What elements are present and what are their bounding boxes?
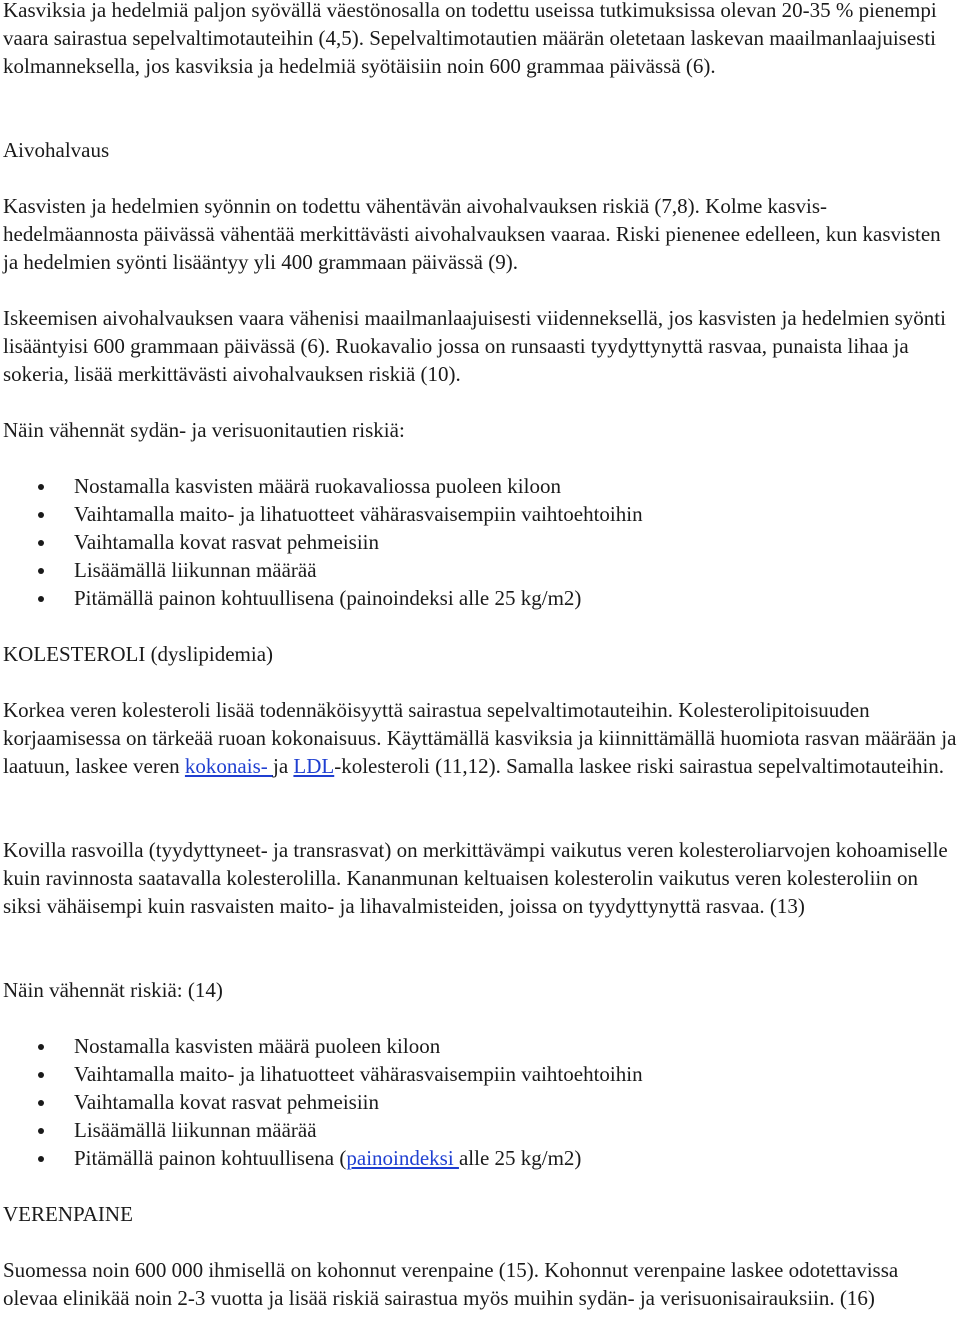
- list-intro-2: Näin vähennät riskiä: (14): [3, 978, 223, 1002]
- link-kokonais[interactable]: kokonais-: [184, 754, 273, 778]
- list-item: Lisäämällä liikunnan määrää: [0, 556, 960, 584]
- list-item: Lisäämällä liikunnan määrää: [0, 1116, 960, 1144]
- list-intro-1: Näin vähennät sydän- ja verisuonitautien riskiä:: [3, 418, 405, 442]
- bullet-icon: [38, 540, 44, 546]
- bullet-icon: [38, 568, 44, 574]
- paragraph-verenpaine: Suomessa noin 600 000 ihmisellä on kohonnut verenpaine (15). Kohonnut verenpaine laskee odotettavissa olevaa elinikää noin 2-3 vuotta ja lisää riskiä sairastua myös muihin sydän- ja verisuonisairauksiin. (16): [3, 1258, 899, 1310]
- risk-list-1: [0, 472, 960, 612]
- bullet-icon: [38, 484, 44, 490]
- list-item: Vaihtamalla kovat rasvat pehmeisiin: [0, 528, 960, 556]
- bullet-icon: [38, 512, 44, 518]
- paragraph-kolesteroli-1: Korkea veren kolesteroli lisää todennäköisyyttä sairastua sepelvaltimotauteihin. Kolesterolipitoisuuden korjaamisessa on tärkeää ruoan kokonaisuus. Käyttämällä kasviksia ja kiinnittämällä huomiota rasvan määrään ja laatuun, laskee veren kokonais- ja LDL-kolesteroli (11,12). Samalla laskee riski sairastua sepelvaltimotauteihin.: [3, 698, 957, 778]
- list-item: Nostamalla kasvisten määrä puoleen kiloon: [0, 1032, 960, 1060]
- paragraph-aivohalvaus-2: Iskeemisen aivohalvauksen vaara vähenisi maailmanlaajuisesti viidenneksellä, jos kasvisten ja hedelmien syönti lisääntyisi 600 grammaan päivässä (6). Ruokavalio jossa on runsaasti tyydyttynyttä rasvaa, punaista lihaa ja sokeria, lisää merkittävästi aivohalvauksen riskiä (10).: [3, 306, 946, 386]
- heading-verenpaine: VERENPAINE: [3, 1202, 133, 1226]
- list-item: Pitämällä painon kohtuullisena (painoindeksi alle 25 kg/m2): [0, 1144, 960, 1172]
- bullet-icon: [38, 596, 44, 602]
- bullet-icon: [38, 1072, 44, 1078]
- paragraph-kolesteroli-2: Kovilla rasvoilla (tyydyttyneet- ja transrasvat) on merkittävämpi vaikutus veren kolesteroliarvojen kohoamiselle kuin ravinnosta saatavalla kolesterolilla. Kananmunan keltuaisen kolesterolin vaikutus veren kolesteroliin on siksi vähäisempi kuin rasvaisten maito- ja lihavalmisteiden, joissa on tyydyttynyttä rasvaa. (13): [3, 838, 948, 918]
- bullet-icon: [38, 1128, 44, 1134]
- link-painoindeksi[interactable]: painoindeksi: [346, 1146, 459, 1170]
- list-item: Pitämällä painon kohtuullisena (painoindeksi alle 25 kg/m2): [0, 584, 960, 612]
- list-item: Vaihtamalla kovat rasvat pehmeisiin: [0, 1088, 960, 1116]
- list-item: Vaihtamalla maito- ja lihatuotteet vähärasvaisempiin vaihtoehtoihin: [0, 500, 960, 528]
- link-ldl[interactable]: LDL: [293, 754, 335, 778]
- risk-list-2: [0, 1032, 960, 1172]
- heading-aivohalvaus: Aivohalvaus: [3, 138, 110, 162]
- heading-kolesteroli: KOLESTEROLI (dyslipidemia): [3, 642, 274, 666]
- list-item: Nostamalla kasvisten määrä ruokavaliossa puoleen kiloon: [0, 472, 960, 500]
- list-item: Vaihtamalla maito- ja lihatuotteet vähärasvaisempiin vaihtoehtoihin: [0, 1060, 960, 1088]
- paragraph-aivohalvaus-1: Kasvisten ja hedelmien syönnin on todettu vähentävän aivohalvauksen riskiä (7,8). Kolme kasvis-hedelmäannosta päivässä vähentää merkittävästi aivohalvauksen vaaraa. Riski pienenee edelleen, kun kasvisten ja hedelmien syönti lisääntyy yli 400 grammaan päivässä (9).: [3, 194, 941, 274]
- paragraph-intro: Kasviksia ja hedelmiä paljon syövällä väestönosalla on todettu useissa tutkimuksissa olevan 20-35 % pienempi vaara sairastua sepelvaltimotauteihin (4,5). Sepelvaltimotautien määrän oletetaan laskevan maailmanlaajuisesti kolmanneksella, jos kasviksia ja hedelmiä syötäisiin noin 600 grammaa päivässä (6).: [3, 0, 937, 78]
- bullet-icon: [38, 1156, 44, 1162]
- bullet-icon: [38, 1100, 44, 1106]
- bullet-icon: [38, 1044, 44, 1050]
